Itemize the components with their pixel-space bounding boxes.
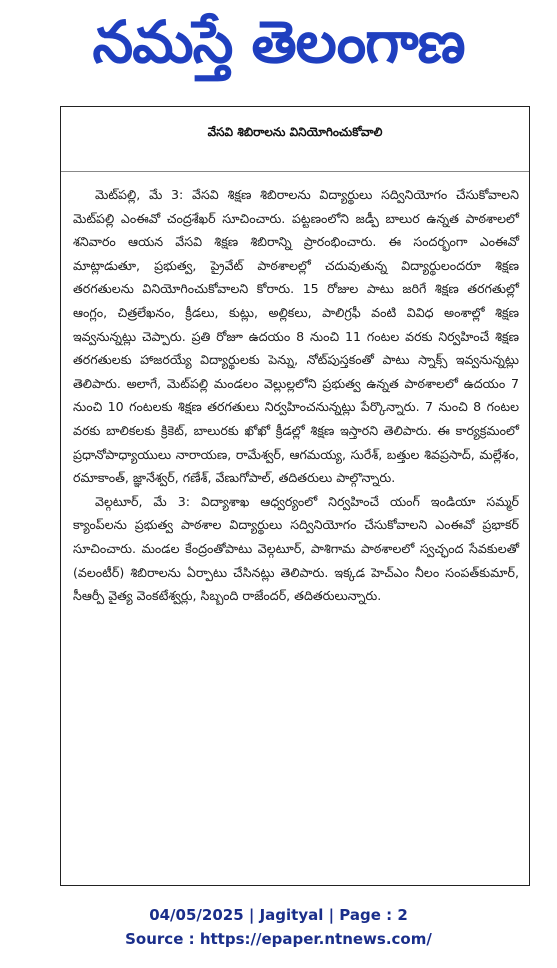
newspaper-masthead (0, 0, 557, 88)
article-body (73, 183, 519, 608)
article-paragraph-2: వెల్గటూర్, మే 3: విద్యాశాఖ ఆధ్వర్యంలో నిర్వహించే యంగ్ ఇండియా సమ్మర్ క్యాంప్‌లను ప్రభుత్వ పాఠశాల విద్యార్థులు సద్వినియోగం చేసుకోవాలని ఎంఈవో ప్రభాకర్ సూచించారు. మండల కేంద్రంతోపాటు వెల్గటూర్, పాశిగామ పాఠశాలలో స్వచ్ఛంద సేవకులతో (వలంటీర్) శిబిరాలను ఏర్పాటు చేసినట్లు తెలిపారు. ఇక్కడ హెచ్‌ఎం నీలం సంపత్‌కుమార్, సీఆర్పీ వైత్య వెంకటేశ్వర్లు, సిబ్బంది రాజేందర్, తదితరులున్నారు. (73, 493, 519, 604)
source-link[interactable]: Source : https://epaper.ntnews.com/ (125, 930, 432, 948)
article-headline: వేసవి శిబిరాలను వినియోగించుకోవాలి (207, 125, 383, 139)
article-paragraph-1: మెట్‌పల్లి, మే 3: వేసవి శిక్షణ శిబిరాలను విద్యార్థులు సద్వినియోగం చేసుకోవాలని మెట్‌పల్లి ఎంఈవో చంద్రశేఖర్ సూచించారు. పట్టణంలోని జడ్పీ బాలుర ఉన్నత పాఠశాలలో శనివారం ఆయన వేసవి శిక్షణ శిబిరాన్ని ప్రారంభించారు. ఈ సందర్భంగా ఎంఈవో మాట్లాడుతూ, ప్రభుత్వ, ప్రైవేట్ పాఠశాలల్లో చదువుతున్న విద్యార్థులందరూ శిక్షణ తరగతులను వినియోగించుకోవాలని కోరారు. 15 రోజుల పాటు జరిగే శిక్షణ తరగతుల్లో ఆంగ్లం, చిత్రలేఖనం, క్రీడలు, కుట్లు, అల్లికలు, పాలిగ్రఫీ వంటి వివిధ అంశాల్లో శిక్షణ ఇవ్వనున్నట్లు చెప్పారు. ప్రతి రోజూ ఉదయం 8 నుంచి 11 గంటల వరకు నిర్వహించే శిక్షణ తరగతులకు హాజరయ్యే విద్యార్థులకు పెన్ను, నోట్‌పుస్తకంతో పాటు స్నాక్స్ ఇవ్వనున్నట్లు తెలిపారు. అలాగే, మెట్‌పల్లి మండలం వెల్లుల్లలోని ప్రభుత్వ ఉన్నత పాఠశాలలో ఉదయం 7 నుంచి 10 గంటలకు శిక్షణ తరగతులు నిర్వహించనున్నట్లు పేర్కొన్నారు. 7 నుంచి 8 గంటల వరకు బాలికలకు క్రికెట్, బాలురకు ఖోఖో క్రీడల్లో శిక్షణ ఇస్తారని తెలిపారు. ఈ కార్యక్రమంలో ప్రధానోపాధ్యాయులు నారాయణ, రామేశ్వర్, ఆగమయ్య, సురేశ్, బత్తుల శివప్రసాద్, మల్లేశం, రమాకాంత్, జ్ఞానేశ్వర్, గణేశ్, వేణుగోపాల్, తదితరులు పాల్గొన్నారు. (73, 187, 519, 486)
newspaper-logo: నమస్తే తెలంగాణ (92, 8, 465, 76)
edition-date-line: 04/05/2025 | Jagityal | Page : 2 (149, 906, 408, 924)
headline-divider (61, 171, 529, 172)
news-clipping (60, 106, 530, 886)
